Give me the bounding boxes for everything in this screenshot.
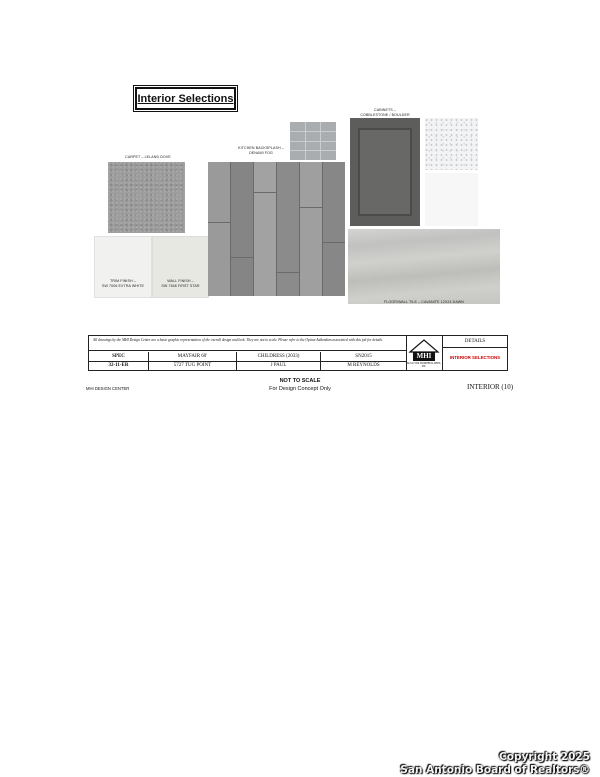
plan-code: SN2015 [355,354,372,359]
trim-label-line1: TRIM FINISH – [110,279,136,283]
trim-label-line2: SW 7006 EXTRA WHITE [101,283,145,288]
elevation-name: CHILDRESS (2033) [257,354,300,359]
backsplash-label [235,146,287,155]
spec-label: SPEC [112,354,125,359]
backsplash-label-line2: DENAMI FOG [249,150,273,155]
sales-rep: M REYNOLDS [347,363,380,368]
address: 5727 TUG POINT [173,363,212,368]
cabinets-label [355,108,415,117]
logo-text: MHI [416,352,432,360]
backsplash-swatch [290,122,336,160]
cabinet-door-swatch [350,118,420,226]
copyright-line1: Copyright 2025 [499,751,590,763]
interior-page-number: INTERIOR (10) [467,383,514,391]
logo-subtext: McGUYER HOMEBUILDERS, INC [407,362,442,368]
copyright-watermark [400,751,590,777]
wall-label-line2: SW 7646 FIRST STAR [161,283,200,288]
cabinets-label-line2: COBBLESTONE / BOULDER [360,112,410,117]
disclaimer-text: All drawings by the MHI Design Center are a basic graphic representation of the overall design and look. They are not to scale. Please refer to the Option Addendum associated with this job for details. [89,336,406,351]
mhi-logo [407,336,441,370]
wood-floor-swatch [208,162,345,296]
details-value: INTERIOR SELECTIONS [449,355,501,360]
wall-label [153,279,208,288]
page-title: Interior Selections [137,92,234,105]
wall-label-line1: WALL FINISH – [167,279,194,283]
carpet-swatch [108,162,185,233]
plan-name: MAYFAIR 60' [177,354,208,359]
cabinets-label-line1: CABINETS – [374,108,396,112]
cabinet-panel [358,128,412,216]
trim-swatch [94,236,152,298]
details-label: DETAILS [443,336,507,348]
carpet-label: CARPET – LELAND DOVE [125,155,171,159]
designer-name: J PAUL [270,363,287,368]
floor-wall-tile-swatch [348,229,500,304]
page-title-box [135,87,236,110]
lot-number: 32-11-ER [108,363,129,368]
wall-swatch [152,236,209,298]
not-to-scale: NOT TO SCALE [279,378,321,384]
copyright-line2: San Antonio Board of Realtors® [400,764,590,776]
kitchen-countertop-swatch [425,118,478,170]
trim-label [95,279,151,288]
bath-countertop-swatch [425,173,478,226]
backsplash-label-line1: KITCHEN BACKSPLASH – [238,146,284,150]
design-center-label: MHI DESIGN CENTER [86,386,130,391]
floor-tile-label: FLOOR/WALL TILE – CAVANITE 12X24 DAWN [384,300,464,304]
design-concept-note: For Design Concept Only [269,386,331,392]
